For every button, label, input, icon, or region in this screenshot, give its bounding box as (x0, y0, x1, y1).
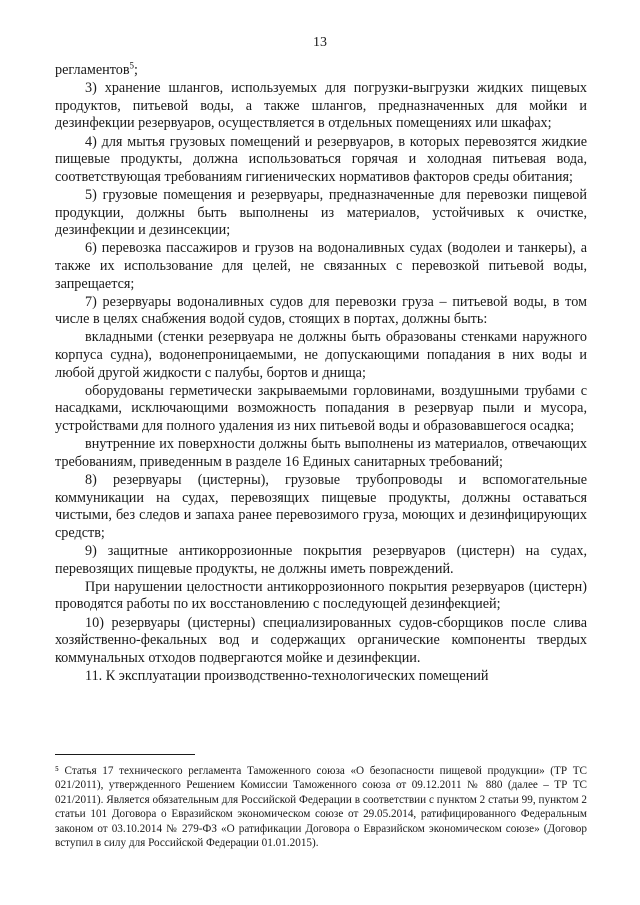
paragraph-continuation (55, 62, 587, 80)
paragraph-item-10: 10) резервуары (цистерны) специализированных судов-сборщиков после слива хозяйственно-фекальных вод и содержащих органические компоненты твердых коммунальных отходов подвергаются мойке и дезинфекции. (55, 614, 587, 666)
paragraph-item-3: 3) хранение шлангов, используемых для погрузки-выгрузки жидких пищевых продуктов, питьевой воды, а также шлангов, предназначенных для мойки и дезинфекции резервуаров, осуществляется в отдельных помещениях или шкафах; (55, 80, 587, 132)
footnote-separator (55, 754, 195, 755)
paragraph-tail: ; (134, 62, 138, 78)
paragraph-item-6: 6) перевозка пассажиров и грузов на водоналивных судах (водолеи и танкеры), а также их использование для целей, не связанных с перевозкой питьевой воды, запрещается; (55, 240, 587, 292)
paragraph-note: При нарушении целостности антикоррозионного покрытия резервуаров (цистерн) проводятся работы по их восстановлению с последующей дезинфекцией; (55, 578, 587, 613)
paragraph-item-7: 7) резервуары водоналивных судов для перевозки груза – питьевой воды, в том числе в целях снабжения водой судов, стоящих в портах, должны быть: (55, 293, 587, 328)
footnote-text: ⁵ Статья 17 технического регламента Таможенного союза «О безопасности пищевой продукции» (ТР ТС 021/2011), утвержденного Решением Комиссии Таможенного союза от 09.12.2011 № 880 (далее – ТР ТС 021/2011). Является обязательным для Российской Федерации в соответствии с пунктом 2 статьи 99, пунктом 2 статьи 101 Договора о Евразийском экономическом союзе от 29.05.2014, ратифицированного Федеральным законом от 03.10.2014 № 279-ФЗ «О ратификации Договора о Евразийском экономическом союзе» (Договор вступил в силу для Российской Федерации 01.01.2015). (55, 765, 587, 850)
paragraph-sub-2: оборудованы герметически закрываемыми горловинами, воздушными трубами с насадками, исключающими возможность попадания в резервуар пыли и мусора, устройствами для полного удаления из них питьевой воды и образовавшегося осадка; (55, 382, 587, 435)
paragraph-sub-1: вкладными (стенки резервуара не должны быть образованы стенками наружного корпуса судна), водонепроницаемыми, не допускающими попадания в них воды и любой другой жидкости с палубы, бортов и днища; (55, 329, 587, 381)
paragraph-text: регламентов (55, 62, 130, 78)
page-number: 13 (313, 35, 327, 50)
footnote-reference[interactable]: 5 (129, 60, 135, 71)
paragraph-item-4: 4) для мытья грузовых помещений и резервуаров, в которых перевозятся жидкие пищевые продукты, должна использоваться горячая и холодная питьевая вода, соответствующая требованиям гигиенических нормативов факторов среды обитания; (55, 133, 587, 185)
paragraph-section-11: 11. К эксплуатации производственно-технологических помещений (85, 667, 489, 684)
paragraph-item-8: 8) резервуары (цистерны), грузовые трубопроводы и вспомогательные коммуникации на судах, перевозящих пищевые продукты, должны оставаться чистыми, без следов и запаха ранее перевозимого груза, моющих и дезинфицирующих средств; (55, 472, 587, 541)
paragraph-item-9: 9) защитные антикоррозионные покрытия резервуаров (цистерн) на судах, перевозящих пищевые продукты, не должны иметь повреждений. (55, 542, 587, 577)
paragraph-item-5: 5) грузовые помещения и резервуары, предназначенные для перевозки пищевой продукции, должны быть выполнены из материалов, устойчивых к очистке, дезинфекции и дезинсекции; (55, 186, 587, 239)
paragraph-sub-3: внутренние их поверхности должны быть выполнены из материалов, отвечающих требованиям, приведенным в разделе 16 Единых санитарных требований; (55, 436, 587, 470)
body-text (55, 62, 587, 686)
